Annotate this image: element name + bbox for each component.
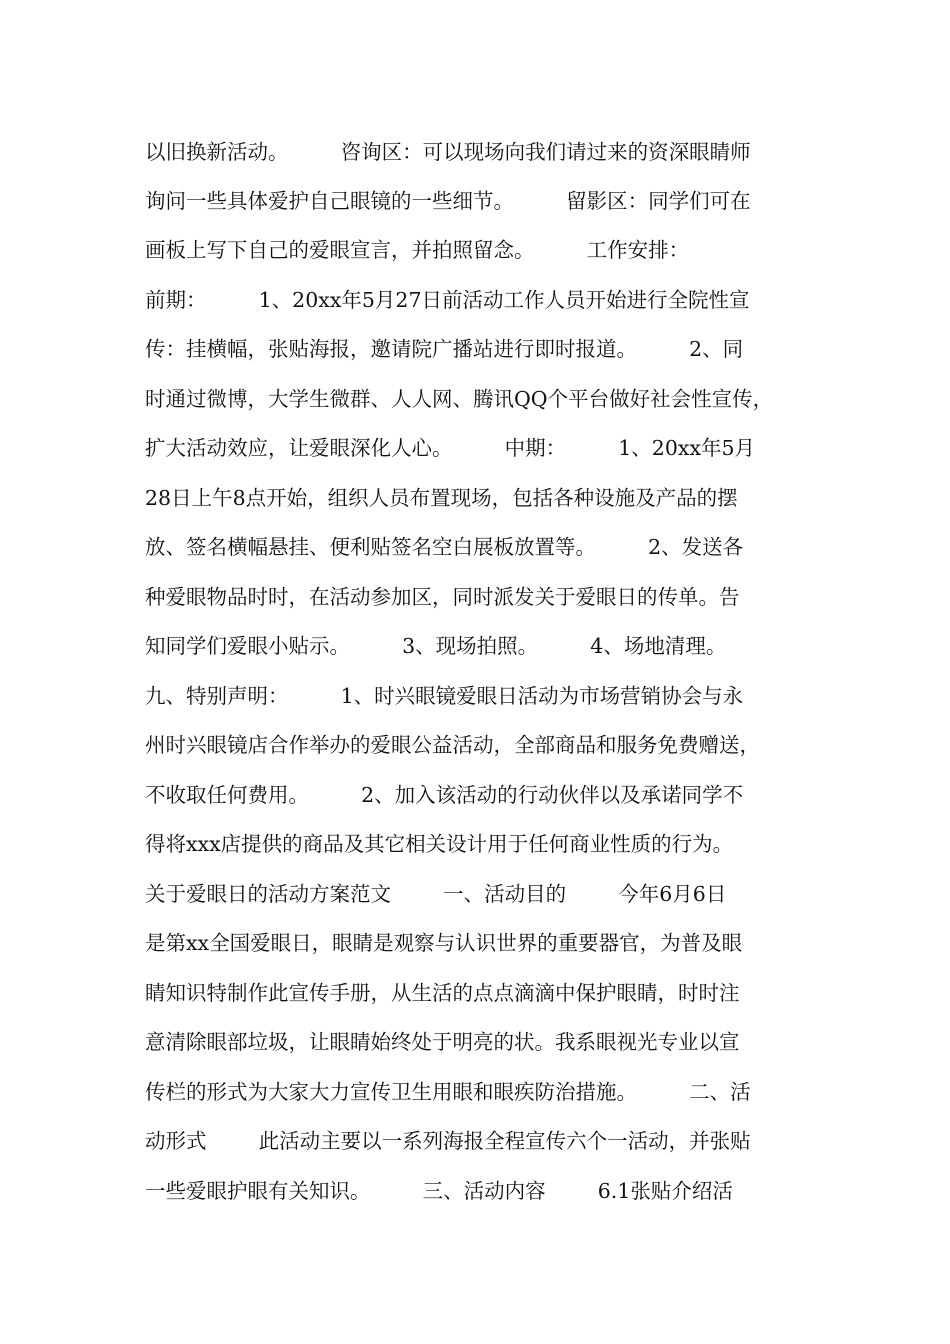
text-line-18: 睛知识特制作此宣传手册，从生活的点点滴滴中保护眼睛，时时注 [145,981,740,1005]
text-line-8: 28日上午8点开始，组织人员布置现场，包括各种设施及产品的摆 [145,486,738,510]
text-line-15: 得将xxx店提供的商品及其它相关设计用于任何商业性质的行为。 [145,832,734,856]
text-line-16: 关于爱眼日的活动方案范文 一、活动目的 今年6月6日 [145,882,727,906]
text-line-17: 是第xx全国爱眼日，眼睛是观察与认识世界的重要器官，为普及眼 [145,931,743,955]
text-line-9: 放、签名横幅悬挂、便利贴签名空白展板放置等。 2、发送各 [145,535,744,559]
text-line-12: 九、特别声明： 1、时兴眼镜爱眼日活动为市场营销协会与永 [145,684,744,708]
text-line-13: 州时兴眼镜店合作举办的爱眼公益活动，全部商品和服务免费赠送， [145,733,760,757]
text-line-11: 知同学们爱眼小贴示。 3、现场拍照。 4、场地清理。 [145,634,727,658]
text-line-6: 时通过微博，大学生微群、人人网、腾讯QQ个平台做好社会性宣传， [145,387,774,411]
text-line-4: 前期： 1、20xx年5月27日前活动工作人员开始进行全院性宣 [145,288,750,312]
text-line-20: 传栏的形式为大家大力宣传卫生用眼和眼疾防治措施。 二、活 [145,1080,751,1104]
text-line-10: 种爱眼物品时时，在活动参加区，同时派发关于爱眼日的传单。告 [145,585,740,609]
text-line-3: 画板上写下自己的爱眼宣言，并拍照留念。 工作安排： [145,238,690,262]
text-line-7: 扩大活动效应，让爱眼深化人心。 中期： 1、20xx年5月 [145,436,756,460]
text-line-21: 动形式 此活动主要以一系列海报全程宣传六个一活动，并张贴 [145,1129,751,1153]
text-line-19: 意清除眼部垃圾，让眼睛始终处于明亮的状。我系眼视光专业以宣 [145,1030,740,1054]
text-line-14: 不收取任何费用。 2、加入该活动的行动伙伴以及承诺同学不 [145,783,744,807]
text-line-22: 一些爱眼护眼有关知识。 三、活动内容 6.1张贴介绍活 [145,1179,733,1203]
text-line-5: 传：挂横幅，张贴海报，邀请院广播站进行即时报道。 2、同 [145,337,744,361]
text-line-1: 以旧换新活动。 咨询区：可以现场向我们请过来的资深眼睛师 [145,140,751,164]
text-line-2: 询问一些具体爱护自己眼镜的一些细节。 留影区：同学们可在 [145,189,751,213]
